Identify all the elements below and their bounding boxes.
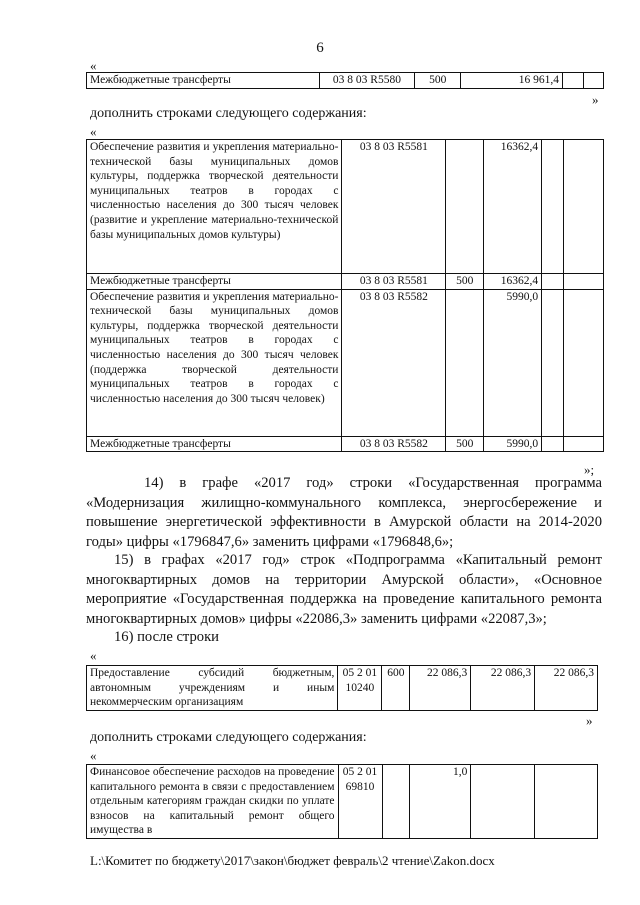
- row-code: 03 8 03 R5581: [342, 140, 446, 274]
- row-name: Предоставление субсидий бюджетным, автономным учреждениям и иным некоммерческим организациям: [87, 666, 338, 711]
- paragraph-14: 14) в графе «2017 год» строки «Государственная программа «Модернизация жилищно-коммунального комплекса, энергосбережение и повышение энергетической эффективности в Амурской области на 2014-2020 годы» цифры «1796847,6» заменить цифрами «1796848,6»;: [86, 475, 602, 550]
- intro-text-2: дополнить строками следующего содержания:: [90, 730, 367, 745]
- row-empty-2: [564, 289, 604, 436]
- table-3: [86, 665, 598, 711]
- table-row: [87, 289, 604, 436]
- row-name: Обеспечение развития и укрепления материально-технической базы муниципальных домов культуры, поддержка творческой деятельности муниципальных театров в городах с численностью населения до 300 тысяч человек (развитие и укрепление материально-технической базы муниципальных домов культуры): [87, 140, 342, 274]
- row-type: 500: [446, 436, 484, 452]
- table-row: [87, 436, 604, 452]
- table-1: [86, 72, 604, 89]
- quote-open-3: «: [90, 648, 97, 663]
- row-code: 05 2 01 69810: [338, 765, 382, 839]
- row-value-3: 22 086,3: [535, 666, 598, 711]
- row-amount: 16362,4: [484, 274, 542, 290]
- row-amount: 5990,0: [484, 289, 542, 436]
- row-type: [382, 765, 410, 839]
- table-row: [87, 666, 598, 711]
- quote-close-1: »: [592, 92, 599, 107]
- intro-text-1: дополнить строками следующего содержания:: [90, 106, 367, 121]
- row-empty-2: [564, 274, 604, 290]
- row-empty-1: [542, 274, 564, 290]
- quote-open-1: «: [90, 58, 97, 73]
- row-empty-1: [542, 140, 564, 274]
- paragraph-15: 15) в графах «2017 год» строк «Подпрограмма «Капитальный ремонт многоквартирных домов на территории Амурской области», «Основное мероприятие «Государственная поддержка на проведение капитального ремонта многоквартирных домов» цифры «22086,3» заменить цифрами «22087,3»;: [86, 552, 602, 627]
- row-empty-1: [542, 436, 564, 452]
- table-row: [87, 274, 604, 290]
- row-value-1: 1,0: [410, 765, 471, 839]
- row-code: 05 2 01 10240: [338, 666, 382, 711]
- row-code: 03 8 03 R5582: [342, 436, 446, 452]
- row-name: Межбюджетные трансферты: [87, 73, 320, 89]
- table-row: [87, 73, 604, 89]
- row-value-2: [471, 765, 535, 839]
- row-empty-2: [564, 436, 604, 452]
- row-type: [446, 289, 484, 436]
- row-name: Финансовое обеспечение расходов на проведение капитального ремонта в связи с предоставлением отдельным категориям граждан скидки по уплате взносов на капитальный ремонт общего имущества в: [87, 765, 339, 839]
- table-4: [86, 764, 598, 839]
- row-code: 03 8 03 R5581: [342, 274, 446, 290]
- quote-close-3: »: [586, 713, 593, 728]
- row-type: 500: [415, 73, 461, 89]
- row-empty-2: [584, 73, 604, 89]
- row-name: Межбюджетные трансферты: [87, 274, 342, 290]
- paragraph-16: 16) после строки: [114, 629, 219, 645]
- quote-close-2: »;: [584, 462, 595, 477]
- row-code: 03 8 03 R5580: [319, 73, 415, 89]
- table-2: [86, 139, 604, 452]
- row-type: 600: [382, 666, 410, 711]
- footer-file-path: L:\Комитет по бюджету\2017\закон\бюджет февраль\2 чтение\Zakon.docx: [90, 853, 495, 868]
- row-value-3: [535, 765, 598, 839]
- quote-open-4: «: [90, 748, 97, 763]
- table-row: [87, 765, 598, 839]
- row-value-1: 22 086,3: [410, 666, 471, 711]
- row-value-2: 22 086,3: [471, 666, 535, 711]
- row-amount: 16362,4: [484, 140, 542, 274]
- row-code: 03 8 03 R5582: [342, 289, 446, 436]
- row-type: [446, 140, 484, 274]
- quote-open-2: «: [90, 124, 97, 139]
- table-row: [87, 140, 604, 274]
- page-number: 6: [316, 40, 324, 56]
- row-empty-1: [563, 73, 584, 89]
- row-name: Обеспечение развития и укрепления материально-технической базы муниципальных домов культуры, поддержка творческой деятельности муниципальных театров в городах с численностью населения до 300 тысяч человек (поддержка творческой деятельности муниципальных театров в городах с численностью населения до 300 тысяч человек): [87, 289, 342, 436]
- row-empty-2: [564, 140, 604, 274]
- row-empty-1: [542, 289, 564, 436]
- row-amount: 16 961,4: [461, 73, 563, 89]
- row-amount: 5990,0: [484, 436, 542, 452]
- row-type: 500: [446, 274, 484, 290]
- row-name: Межбюджетные трансферты: [87, 436, 342, 452]
